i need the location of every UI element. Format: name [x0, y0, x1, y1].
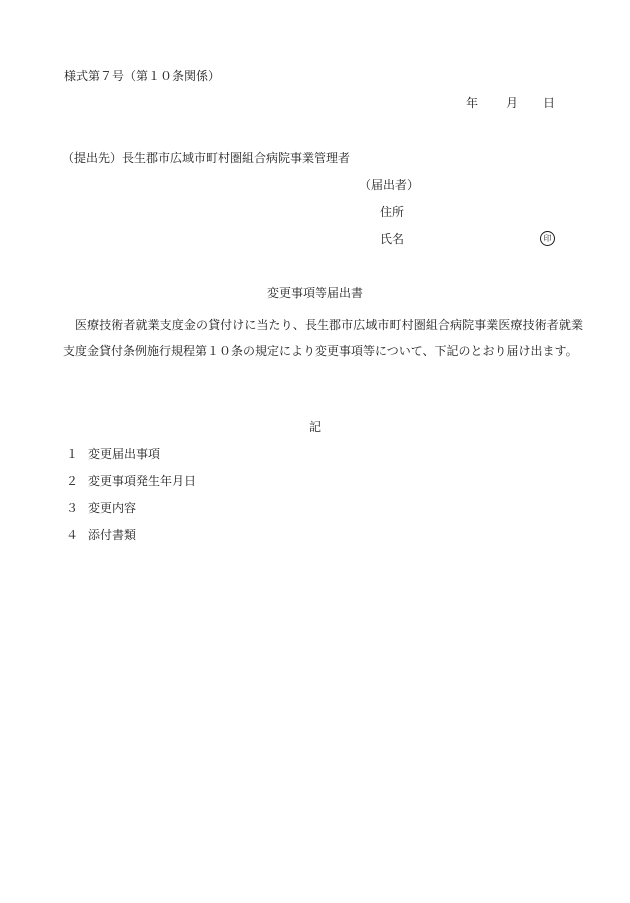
item-number: ４ — [66, 528, 79, 542]
document-title: 変更事項等届出書 — [266, 286, 363, 300]
item-label: 変更内容 — [88, 501, 137, 515]
ki-heading: 記 — [308, 420, 321, 434]
applicant-label: （届出者） — [359, 178, 420, 192]
list-item — [66, 502, 196, 529]
date-month-label: 月 — [506, 96, 519, 110]
form-number: 様式第７号（第１０条関係） — [64, 69, 221, 83]
body-paragraph: 医療技術者就業支度金の貸付けに当たり、長生郡市広域市町村圏組合病院事業医療技術者就業支度金貸付条例施行規程第１０条の規定により変更事項等について、下記のとおり届け出ます。 — [63, 318, 583, 358]
date-day-label: 日 — [543, 96, 556, 110]
item-number: １ — [66, 447, 79, 461]
submit-to: （提出先）長生郡市広域市町村圏組合病院事業管理者 — [62, 151, 351, 165]
item-number: ２ — [66, 474, 79, 488]
item-label: 変更届出事項 — [88, 447, 161, 461]
address-label: 住所 — [380, 205, 405, 219]
date-year-label: 年 — [466, 96, 479, 110]
list-item — [66, 529, 196, 556]
item-label: 添付書類 — [88, 528, 137, 542]
item-label: 変更事項発生年月日 — [88, 474, 197, 488]
item-number: ３ — [66, 501, 79, 515]
item-list — [66, 448, 196, 556]
list-item — [66, 475, 196, 502]
seal-icon: 印 — [540, 231, 555, 246]
name-label: 氏名 — [380, 232, 405, 246]
list-item — [66, 448, 196, 475]
